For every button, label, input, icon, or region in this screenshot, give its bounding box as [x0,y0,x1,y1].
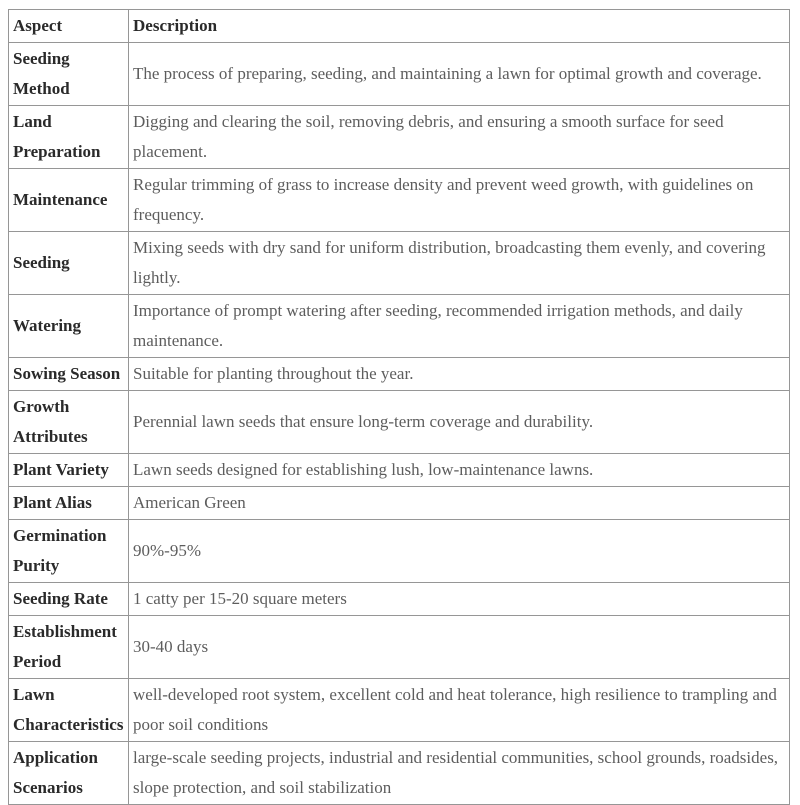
table-row [9,106,790,169]
table-row [9,391,790,454]
description-cell: Perennial lawn seeds that ensure long-term coverage and durability. [129,391,790,454]
column-header-aspect: Aspect [9,10,129,43]
description-cell: large-scale seeding projects, industrial and residential communities, school grounds, roadsides, slope protection, and soil stabilization [129,742,790,805]
table-row [9,583,790,616]
description-cell: 90%-95% [129,520,790,583]
aspect-cell: Application Scenarios [9,742,129,805]
description-cell: Digging and clearing the soil, removing debris, and ensuring a smooth surface for seed placement. [129,106,790,169]
aspect-cell: Plant Variety [9,454,129,487]
aspect-cell: Plant Alias [9,487,129,520]
description-cell: Mixing seeds with dry sand for uniform distribution, broadcasting them evenly, and covering lightly. [129,232,790,295]
description-cell: 30-40 days [129,616,790,679]
table-row [9,616,790,679]
aspect-cell: Germination Purity [9,520,129,583]
table-row [9,295,790,358]
header-row [9,10,790,43]
description-cell: American Green [129,487,790,520]
product-specs-table [8,9,790,805]
description-cell: Regular trimming of grass to increase density and prevent weed growth, with guidelines on frequency. [129,169,790,232]
table-row [9,520,790,583]
description-cell: Importance of prompt watering after seeding, recommended irrigation methods, and daily maintenance. [129,295,790,358]
table-row [9,742,790,805]
table-row [9,232,790,295]
aspect-cell: Land Preparation [9,106,129,169]
table-row [9,43,790,106]
aspect-cell: Growth Attributes [9,391,129,454]
aspect-cell: Maintenance [9,169,129,232]
aspect-cell: Watering [9,295,129,358]
table-row [9,454,790,487]
description-cell: The process of preparing, seeding, and maintaining a lawn for optimal growth and coverage. [129,43,790,106]
table-row [9,169,790,232]
aspect-cell: Establishment Period [9,616,129,679]
table-row [9,679,790,742]
aspect-cell: Sowing Season [9,358,129,391]
description-cell: Suitable for planting throughout the year. [129,358,790,391]
aspect-cell: Lawn Characteristics [9,679,129,742]
description-cell: Lawn seeds designed for establishing lush, low-maintenance lawns. [129,454,790,487]
aspect-cell: Seeding Rate [9,583,129,616]
aspect-cell: Seeding Method [9,43,129,106]
table-row [9,487,790,520]
description-cell: well-developed root system, excellent cold and heat tolerance, high resilience to trampling and poor soil conditions [129,679,790,742]
description-cell: 1 catty per 15-20 square meters [129,583,790,616]
column-header-description: Description [129,10,790,43]
aspect-cell: Seeding [9,232,129,295]
table-row [9,358,790,391]
